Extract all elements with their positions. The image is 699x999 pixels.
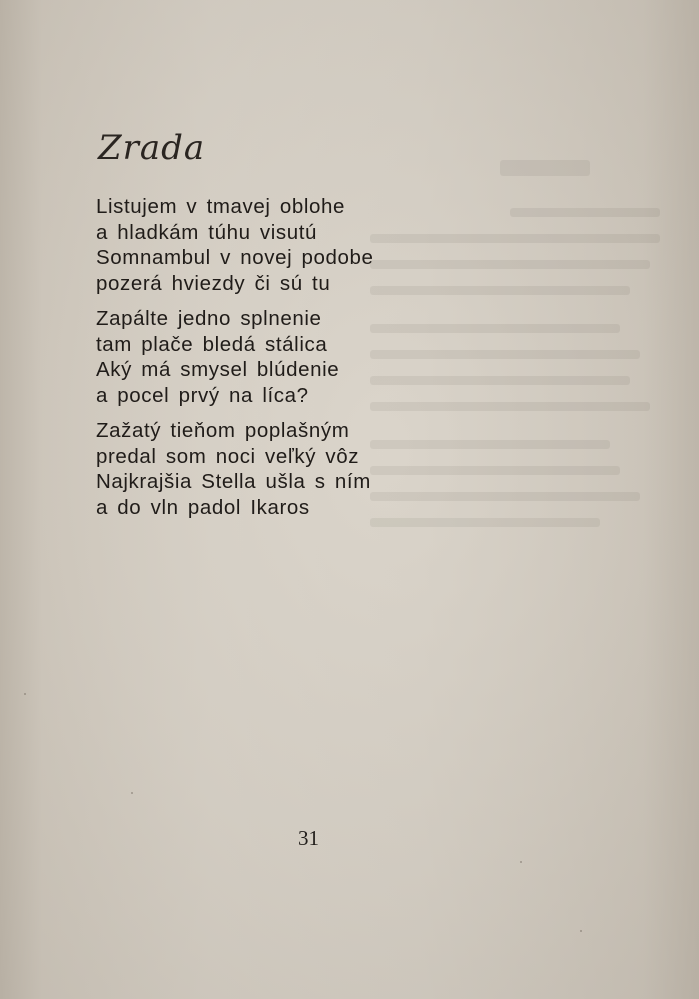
paper-speck [520, 861, 522, 863]
poem-line: Zapálte jedno splnenie [96, 307, 322, 330]
poem-line: a hladkám túhu visutú [96, 220, 318, 244]
poem-line: tam plače bledá stálica [96, 332, 328, 356]
poem-line: Somnambul v novej podobe [96, 246, 374, 269]
paper-speck [131, 792, 133, 794]
poem-line: a do vln padol Ikaros [96, 495, 310, 519]
reverse-page-show-through [370, 140, 670, 540]
stanza [96, 194, 374, 296]
poem-line: Listujem v tmavej oblohe [96, 195, 346, 218]
poem-body [96, 194, 374, 530]
paper-speck [24, 693, 26, 695]
poem-line: pozerá hviezdy či sú tu [96, 271, 331, 295]
poem-line: Aký má smysel blúdenie [96, 358, 340, 381]
poem-line: a pocel prvý na líca? [96, 383, 309, 407]
poem-line: Zažatý tieňom poplašným [96, 419, 350, 442]
stanza [96, 418, 374, 520]
paper-speck [580, 930, 582, 932]
page-number: 31 [298, 826, 319, 850]
poem-line: predal som noci veľký vôz [96, 444, 360, 468]
stanza [96, 306, 374, 408]
poem-title: Zrada [98, 128, 206, 168]
poem-line: Najkrajšia Stella ušla s ním [96, 470, 371, 493]
